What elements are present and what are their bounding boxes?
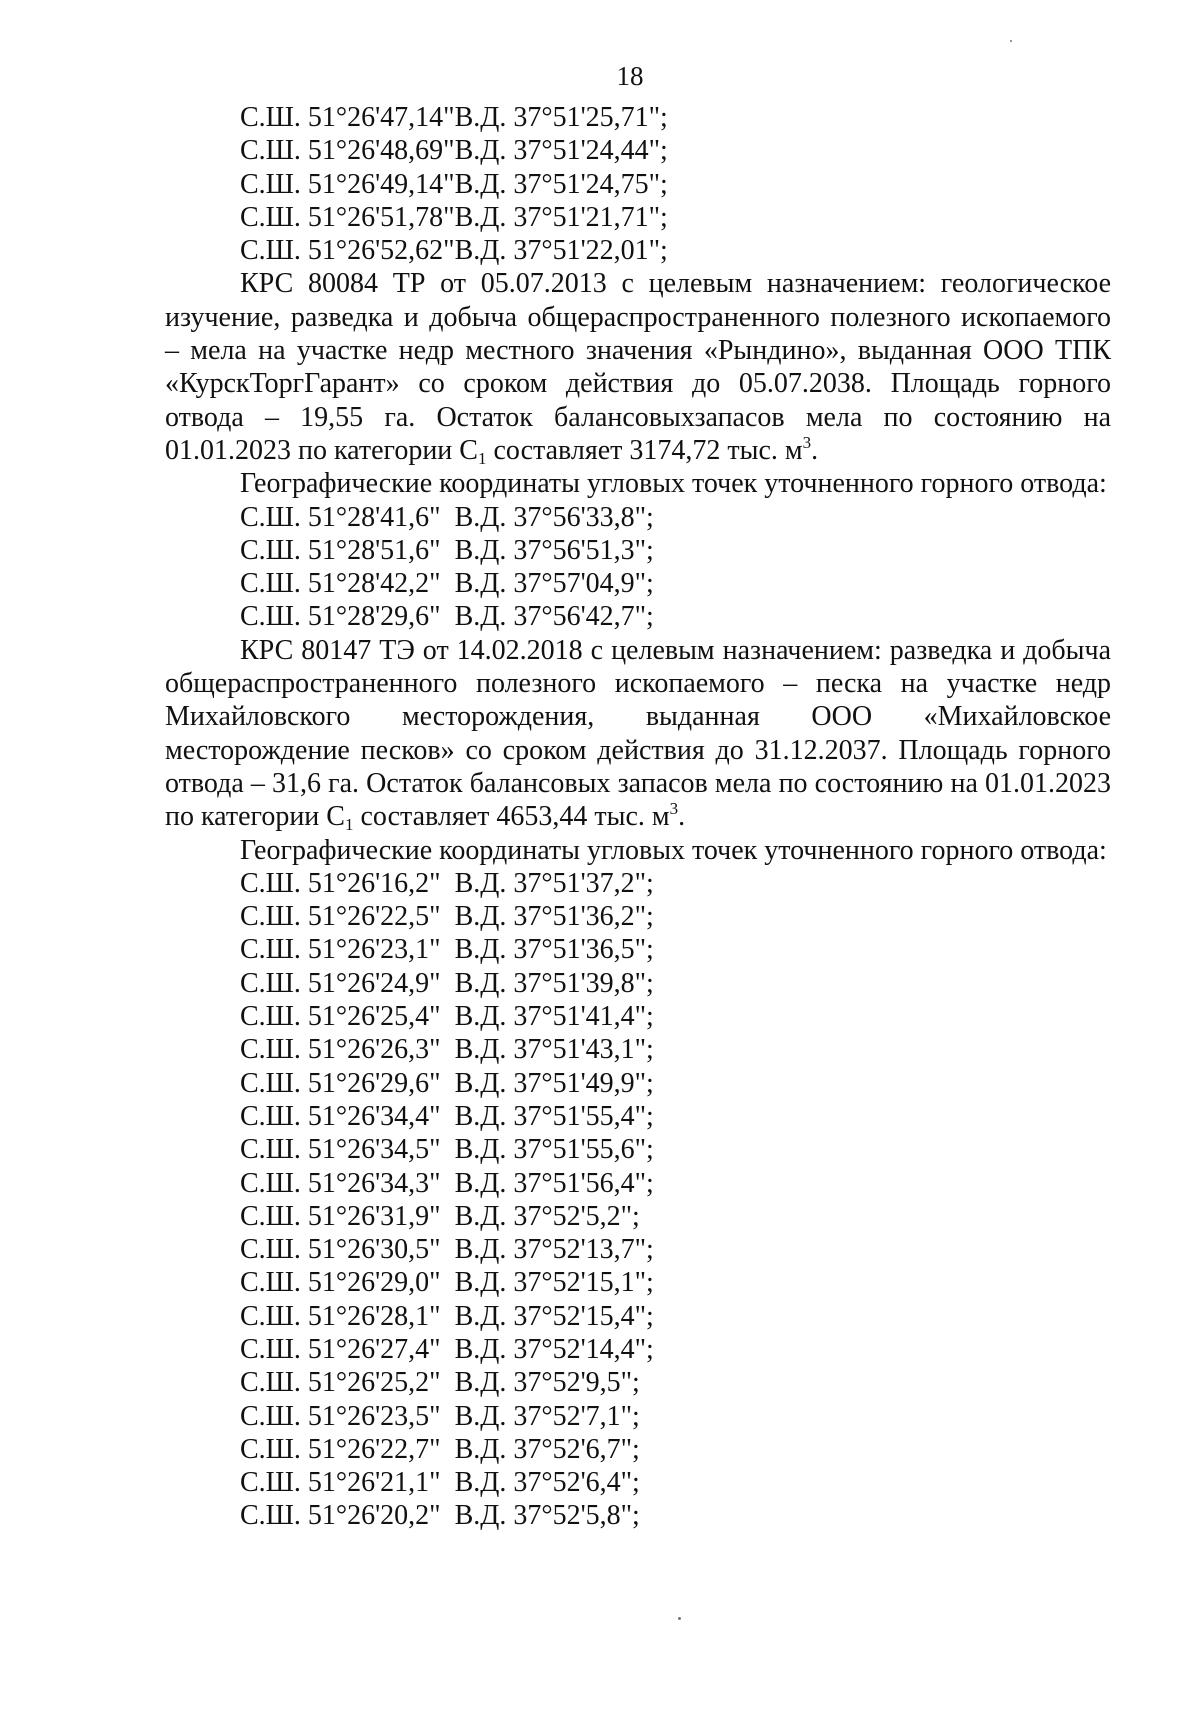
coordinates-heading-1: Географические координаты угловых точек уточненного горного отвода: <box>240 468 1107 500</box>
coordinate-line: С.Ш. 51°26'49,14"В.Д. 37°51'24,75"; <box>240 168 668 200</box>
license-text: КРС 80084 ТР от 05.07.2013 с целевым назначением: геологическое изучение, разведка и добыча общераспространенного полезного ископаемого – мела на участке недр местного значения «Рындино», выданная ООО ТПК «КурскТоргГарант» со сроком действия до 05.07.2038. Площадь горного отвода – 19,55 га. Остаток балансовыхзапасов мела по состоянию на 01.01.2023 по категории С <box>165 268 1111 466</box>
coordinate-line: С.Ш. 51°26'31,9" В.Д. 37°52'5,2"; <box>240 1200 640 1232</box>
coordinate-line: С.Ш. 51°28'41,6" В.Д. 37°56'33,8"; <box>240 501 654 533</box>
coordinate-line: С.Ш. 51°26'23,1" В.Д. 37°51'36,5"; <box>240 934 654 966</box>
category-subscript: 1 <box>477 448 487 468</box>
coordinate-line: С.Ш. 51°26'22,5" В.Д. 37°51'36,2"; <box>240 901 654 933</box>
coordinates-list-1 <box>165 101 1111 267</box>
coordinate-line: С.Ш. 51°26'26,3" В.Д. 37°51'43,1"; <box>240 1034 654 1066</box>
scan-speck <box>678 1617 681 1620</box>
coordinates-list-2 <box>165 501 1111 634</box>
coordinate-line: С.Ш. 51°28'42,2" В.Д. 37°57'04,9"; <box>240 568 654 600</box>
coordinate-line: С.Ш. 51°26'30,5" В.Д. 37°52'13,7"; <box>240 1234 654 1266</box>
scan-speck <box>1010 40 1012 42</box>
coordinate-line: С.Ш. 51°28'29,6" В.Д. 37°56'42,7"; <box>240 601 654 633</box>
category-subscript: 1 <box>344 815 354 835</box>
reserve-text: составляет 4653,44 тыс. м <box>353 801 670 833</box>
coordinate-line: С.Ш. 51°26'25,2" В.Д. 37°52'9,5"; <box>240 1367 640 1399</box>
page-number: 18 <box>616 61 644 91</box>
sentence-end: . <box>678 801 686 833</box>
coordinate-line: С.Ш. 51°26'29,0" В.Д. 37°52'15,1"; <box>240 1267 654 1299</box>
license-paragraph-80147 <box>165 634 1111 834</box>
coordinate-line: С.Ш. 51°26'34,3" В.Д. 37°51'56,4"; <box>240 1167 654 1199</box>
coordinate-line: С.Ш. 51°26'20,2" В.Д. 37°52'5,8"; <box>240 1500 640 1532</box>
coordinate-line: С.Ш. 51°26'21,1" В.Д. 37°52'6,4"; <box>240 1467 640 1499</box>
reserve-text: составляет 3174,72 тыс. м <box>486 434 803 466</box>
coordinate-line: С.Ш. 51°26'52,62"В.Д. 37°51'22,01"; <box>240 235 668 267</box>
coordinate-line: С.Ш. 51°26'51,78"В.Д. 37°51'21,71"; <box>240 201 668 233</box>
coordinate-line: С.Ш. 51°26'23,5" В.Д. 37°52'7,1"; <box>240 1400 640 1432</box>
coordinate-line: С.Ш. 51°28'51,6" В.Д. 37°56'51,3"; <box>240 534 654 566</box>
coordinate-line: С.Ш. 51°26'22,7" В.Д. 37°52'6,7"; <box>240 1433 640 1465</box>
license-paragraph-80084 <box>165 267 1111 467</box>
coordinate-line: С.Ш. 51°26'16,2" В.Д. 37°51'37,2"; <box>240 867 654 899</box>
coordinate-line: С.Ш. 51°26'25,4" В.Д. 37°51'41,4"; <box>240 1001 654 1033</box>
document-body <box>165 101 1111 1533</box>
coordinate-line: С.Ш. 51°26'29,6" В.Д. 37°51'49,9"; <box>240 1067 654 1099</box>
coordinate-line: С.Ш. 51°26'48,69"В.Д. 37°51'24,44"; <box>240 135 668 167</box>
coordinate-line: С.Ш. 51°26'27,4" В.Д. 37°52'14,4"; <box>240 1333 654 1365</box>
coordinates-list-3 <box>165 867 1111 1533</box>
coordinate-line: С.Ш. 51°26'34,4" В.Д. 37°51'55,4"; <box>240 1100 654 1132</box>
coordinate-line: С.Ш. 51°26'34,5" В.Д. 37°51'55,6"; <box>240 1134 654 1166</box>
sentence-end: . <box>811 434 819 466</box>
unit-superscript: 3 <box>669 799 679 819</box>
coordinates-heading-2: Географические координаты угловых точек уточненного горного отвода: <box>240 834 1107 866</box>
coordinate-line: С.Ш. 51°26'24,9" В.Д. 37°51'39,8"; <box>240 967 654 999</box>
coordinate-line: С.Ш. 51°26'47,14"В.Д. 37°51'25,71"; <box>240 102 668 133</box>
unit-superscript: 3 <box>802 432 812 452</box>
coordinate-line: С.Ш. 51°26'28,1" В.Д. 37°52'15,4"; <box>240 1300 654 1332</box>
license-text: КРС 80147 ТЭ от 14.02.2018 с целевым назначением: разведка и добыча общераспространенного полезного ископаемого – песка на участке недр Михайловского месторождения, выданная ООО «Михайловское месторождение песков» со сроком действия до 31.12.2037. Площадь горного отвода – 31,6 га. Остаток балансовых запасов мела по состоянию на 01.01.2023 по категории С <box>165 634 1111 833</box>
